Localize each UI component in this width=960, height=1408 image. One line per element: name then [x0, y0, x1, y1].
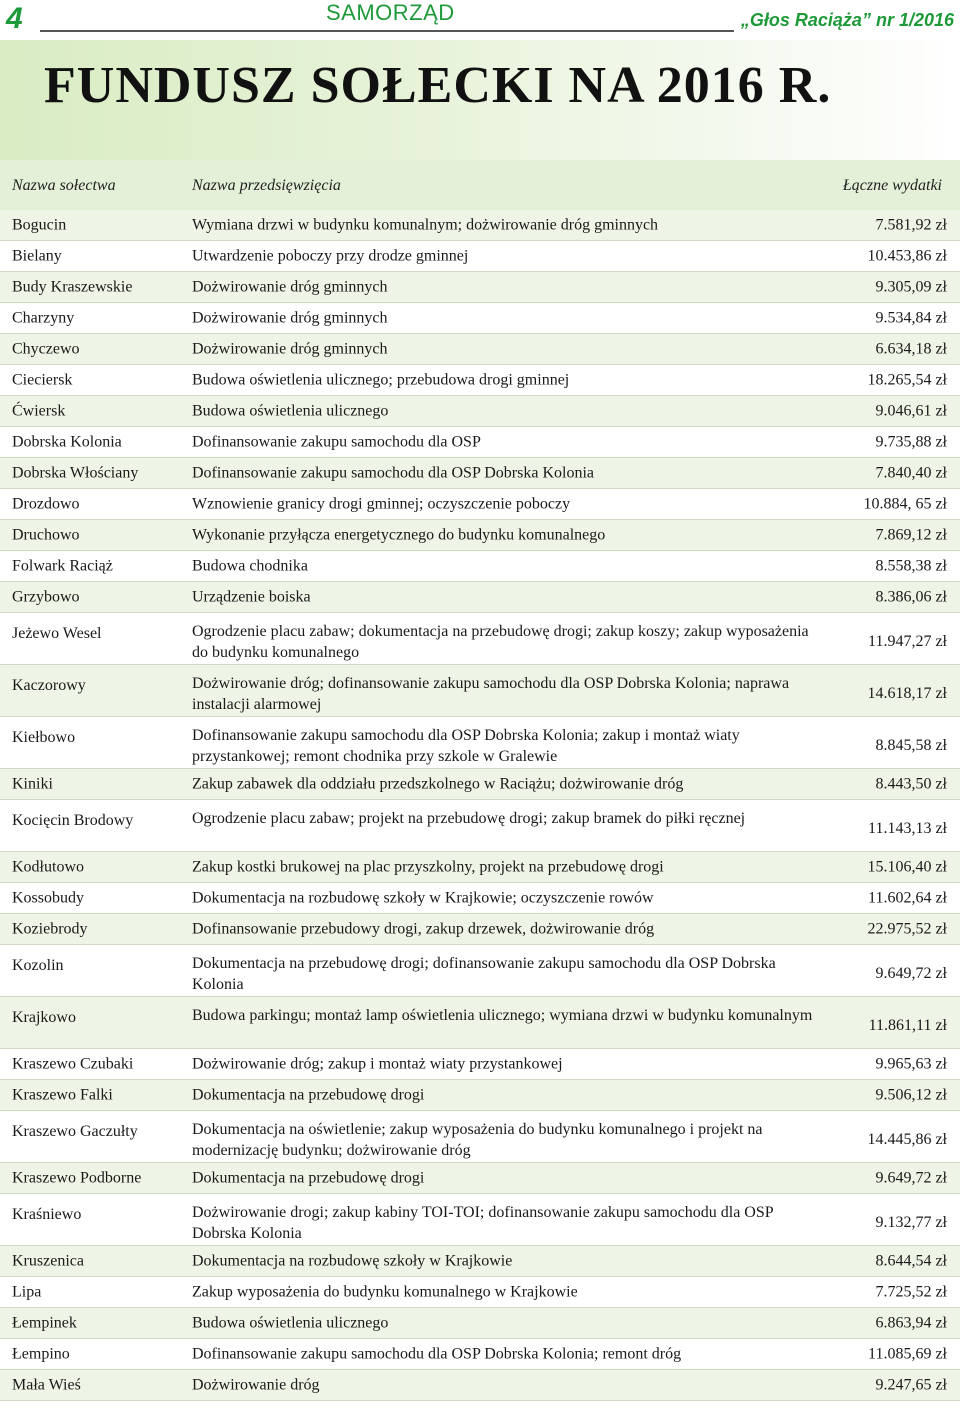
- col-project-header: Nazwa przedsięwzięcia: [192, 177, 341, 194]
- amount: 7.869,12 zł: [875, 526, 947, 544]
- table-row: [0, 613, 960, 664]
- project-description: Dożwirowanie dróg: [192, 1376, 320, 1394]
- table-row: [0, 1370, 960, 1400]
- amount: 6.863,94 zł: [875, 1314, 947, 1332]
- amount: 11.602,64 zł: [868, 889, 947, 907]
- project-description: Dożwirowanie dróg; zakup i montaż wiaty przystankowej: [192, 1055, 563, 1073]
- col-total-header: Łączne wydatki: [842, 177, 942, 194]
- amount: 10.453,86 zł: [867, 247, 947, 265]
- amount: 8.386,06 zł: [875, 588, 947, 606]
- project-description: Ogrodzenie placu zabaw; projekt na przebudowę drogi; zakup bramek do piłki ręcznej: [192, 810, 746, 827]
- project-description: Dofinansowanie zakupu samochodu dla OSP Dobrska Kolonia; remont dróg: [192, 1345, 682, 1363]
- amount: 14.618,17 zł: [867, 685, 947, 702]
- village-name: Kiełbowo: [12, 729, 76, 746]
- row-divider: [0, 1400, 960, 1401]
- amount: 11.143,13 zł: [868, 820, 947, 837]
- village-name: Kraszewo Gaczułty: [12, 1123, 138, 1140]
- table-row: [0, 551, 960, 581]
- amount: 9.305,09 zł: [875, 278, 947, 296]
- village-name: Ćwiersk: [12, 402, 66, 420]
- project-description: Zakup kostki brukowej na plac przyszkolny, projekt na przebudowę drogi: [192, 858, 664, 876]
- table-row: [0, 210, 960, 240]
- table-row: [0, 1049, 960, 1079]
- amount: 15.106,40 zł: [867, 858, 947, 876]
- village-name: Kozolin: [12, 957, 64, 974]
- village-name: Druchowo: [12, 526, 80, 544]
- amount: 7.840,40 zł: [875, 464, 947, 482]
- amount: 11.085,69 zł: [868, 1345, 947, 1363]
- table-row: [0, 582, 960, 612]
- amount: 9.046,61 zł: [875, 402, 947, 420]
- project-description: Zakup wyposażenia do budynku komunalnego w Krajkowie: [192, 1283, 578, 1301]
- village-name: Kocięcin Brodowy: [12, 812, 134, 829]
- amount: 9.132,77 zł: [875, 1214, 947, 1231]
- project-description: Urządzenie boiska: [192, 588, 311, 606]
- table-row: [0, 1080, 960, 1110]
- village-name: Cieciersk: [12, 371, 73, 389]
- table-row: [0, 717, 960, 768]
- table-row: [0, 852, 960, 882]
- amount: 11.947,27 zł: [868, 633, 947, 650]
- village-name: Kraszewo Falki: [12, 1086, 113, 1104]
- page-title: FUNDUSZ SOŁECKI NA 2016 R.: [44, 57, 832, 114]
- amount: 9.649,72 zł: [875, 1169, 947, 1187]
- table-row: [0, 665, 960, 716]
- amount: 11.861,11 zł: [868, 1017, 947, 1034]
- publication-name: „Głos Raciąża” nr 1/2016: [740, 10, 954, 30]
- project-description: Dożwirowanie dróg gminnych: [192, 309, 388, 327]
- project-description: Dożwirowanie dróg gminnych: [192, 278, 388, 296]
- amount: 9.965,63 zł: [875, 1055, 947, 1073]
- project-description: Zakup zabawek dla oddziału przedszkolnego w Raciążu; dożwirowanie dróg: [192, 775, 684, 793]
- amount: 9.506,12 zł: [875, 1086, 947, 1104]
- project-description: Dokumentacja na rozbudowę szkoły w Krajkowie: [192, 1252, 513, 1270]
- project-description: Budowa oświetlenia ulicznego: [192, 402, 389, 420]
- village-name: Budy Kraszewskie: [12, 278, 133, 296]
- village-name: Chyczewo: [12, 340, 80, 358]
- amount: 8.644,54 zł: [875, 1252, 947, 1270]
- amount: 9.534,84 zł: [875, 309, 947, 327]
- project-description: Dofinansowanie zakupu samochodu dla OSP Dobrska Kolonia: [192, 464, 594, 482]
- village-name: Kraszewo Czubaki: [12, 1055, 134, 1073]
- project-description: Wykonanie przyłącza energetycznego do budynku komunalnego: [192, 526, 606, 544]
- amount: 7.581,92 zł: [875, 216, 947, 234]
- project-description: Dożwirowanie drogi; zakup kabiny TOI-TOI; dofinansowanie zakupu samochodu dla OSP Dobrska Kolonia: [192, 1204, 774, 1242]
- table-row: [0, 1194, 960, 1245]
- page-header: [0, 0, 960, 40]
- table-header: [0, 160, 960, 210]
- amount: 7.725,52 zł: [875, 1283, 947, 1301]
- village-name: Krajkowo: [12, 1009, 76, 1026]
- village-name: Kiniki: [12, 775, 53, 793]
- village-name: Mała Wieś: [12, 1376, 81, 1394]
- table-row: [0, 303, 960, 333]
- table-body: [0, 210, 960, 1401]
- table-row: [0, 334, 960, 364]
- table-row: [0, 1308, 960, 1338]
- village-name: Folwark Raciąż: [12, 557, 113, 575]
- table-row: [0, 241, 960, 271]
- village-name: Bielany: [12, 247, 62, 265]
- table-row: [0, 883, 960, 913]
- project-description: Budowa oświetlenia ulicznego; przebudowa drogi gminnej: [192, 371, 570, 389]
- col-village-header: Nazwa sołectwa: [12, 177, 116, 194]
- amount: 8.558,38 zł: [875, 557, 947, 575]
- project-description: Dokumentacja na przebudowę drogi: [192, 1169, 425, 1187]
- amount: 9.247,65 zł: [875, 1376, 947, 1394]
- table-row: [0, 1277, 960, 1307]
- project-description: Dofinansowanie przebudowy drogi, zakup drzewek, dożwirowanie dróg: [192, 920, 655, 938]
- amount: 14.445,86 zł: [867, 1131, 947, 1148]
- amount: 22.975,52 zł: [867, 920, 947, 938]
- village-name: Charzyny: [12, 309, 75, 327]
- project-description: Dożwirowanie dróg gminnych: [192, 340, 388, 358]
- amount: 8.443,50 zł: [875, 775, 947, 793]
- project-description: Dofinansowanie zakupu samochodu dla OSP: [192, 433, 481, 451]
- table-row: [0, 769, 960, 799]
- project-description: Budowa parkingu; montaż lamp oświetlenia ulicznego; wymiana drzwi w budynku komunalnym: [192, 1007, 813, 1024]
- project-description: Dożwirowanie dróg; dofinansowanie zakupu samochodu dla OSP Dobrska Kolonia; naprawa instalacji alarmowej: [192, 675, 790, 713]
- village-name: Kraśniewo: [12, 1206, 82, 1223]
- fund-table: [0, 160, 960, 1401]
- amount: 8.845,58 zł: [875, 737, 947, 754]
- section-title: SAMORZĄD: [326, 0, 455, 25]
- village-name: Grzybowo: [12, 588, 80, 606]
- village-name: Kaczorowy: [12, 677, 86, 694]
- project-description: Wymiana drzwi w budynku komunalnym; dożwirowanie dróg gminnych: [192, 216, 659, 234]
- project-description: Budowa chodnika: [192, 557, 308, 575]
- project-description: Dokumentacja na rozbudowę szkoły w Krajkowie; oczyszczenie rowów: [192, 889, 654, 907]
- project-description: Dofinansowanie zakupu samochodu dla OSP Dobrska Kolonia; zakup i montaż wiaty przystankowej; remont chodnika przy szkole w Gralewie: [192, 727, 740, 765]
- village-name: Kodłutowo: [12, 858, 84, 876]
- project-description: Dokumentacja na oświetlenie; zakup wyposażenia do budynku komunalnego i projekt na modernizację budynku; dożwirowanie dróg: [192, 1121, 763, 1159]
- village-name: Jeżewo Wesel: [12, 625, 102, 642]
- table-row: [0, 520, 960, 550]
- village-name: Łempino: [12, 1345, 70, 1363]
- table-row: [0, 272, 960, 302]
- table-row: [0, 1163, 960, 1193]
- table-row: [0, 914, 960, 944]
- table-row: [0, 458, 960, 488]
- project-description: Dokumentacja na przebudowę drogi: [192, 1086, 425, 1104]
- amount: 9.649,72 zł: [875, 965, 947, 982]
- page-number: 4: [6, 2, 23, 35]
- table-row: [0, 365, 960, 395]
- village-name: Lipa: [12, 1283, 42, 1301]
- amount: 10.884, 65 zł: [863, 495, 947, 513]
- project-description: Budowa oświetlenia ulicznego: [192, 1314, 389, 1332]
- project-description: Utwardzenie poboczy przy drodze gminnej: [192, 247, 469, 265]
- village-name: Bogucin: [12, 216, 67, 234]
- table-row: [0, 1339, 960, 1369]
- project-description: Dokumentacja na przebudowę drogi; dofinansowanie zakupu samochodu dla OSP Dobrska Kolonia: [192, 955, 776, 993]
- table-row: [0, 489, 960, 519]
- table-row: [0, 997, 960, 1048]
- table-row: [0, 800, 960, 851]
- header-rule: [40, 30, 734, 32]
- village-name: Kruszenica: [12, 1252, 84, 1270]
- village-name: Drozdowo: [12, 495, 80, 513]
- project-description: Ogrodzenie placu zabaw; dokumentacja na przebudowę drogi; zakup koszy; zakup wyposażenia do budynku komunalnego: [192, 623, 809, 661]
- village-name: Kraszewo Podborne: [12, 1169, 142, 1187]
- amount: 6.634,18 zł: [875, 340, 947, 358]
- table-row: [0, 427, 960, 457]
- project-description: Wznowienie granicy drogi gminnej; oczyszczenie poboczy: [192, 495, 571, 513]
- village-name: Dobrska Kolonia: [12, 433, 122, 451]
- amount: 9.735,88 zł: [875, 433, 947, 451]
- village-name: Łempinek: [12, 1314, 77, 1332]
- village-name: Kossobudy: [12, 889, 85, 907]
- table-row: [0, 1111, 960, 1162]
- table-row: [0, 1246, 960, 1276]
- amount: 18.265,54 zł: [867, 371, 947, 389]
- table-row: [0, 396, 960, 426]
- village-name: Koziebrody: [12, 920, 88, 938]
- village-name: Dobrska Włościany: [12, 464, 139, 482]
- table-row: [0, 945, 960, 996]
